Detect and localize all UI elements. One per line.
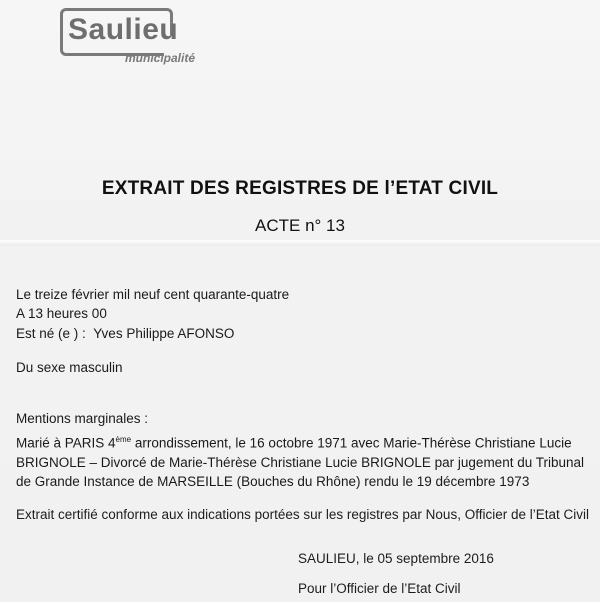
mention-superscript: ème bbox=[115, 435, 132, 444]
paper-fold bbox=[0, 240, 600, 246]
place-date-line: SAULIEU, le 05 septembre 2016 bbox=[298, 551, 494, 566]
acte-number: ACTE n° 13 bbox=[255, 216, 345, 235]
officer-line: Pour l’Officier de l’Etat Civil bbox=[298, 581, 461, 596]
mentions-label: Mentions marginales : bbox=[16, 411, 149, 426]
birth-hour-line: A 13 heures 00 bbox=[16, 306, 107, 321]
mentions-paragraph bbox=[16, 430, 591, 491]
mention-part1: Marié à PARIS 4 bbox=[16, 435, 116, 451]
document-title: EXTRAIT DES REGISTRES DE l’ETAT CIVIL bbox=[101, 178, 499, 199]
born-name: Yves Philippe AFONSO bbox=[93, 326, 235, 341]
sex-line: Du sexe masculin bbox=[16, 360, 123, 375]
born-label: Est né (e ) : bbox=[16, 326, 86, 341]
logo-subtitle: municipalité bbox=[125, 51, 196, 65]
certification-line: Extrait certifié conforme aux indications portées sur les registres par Nous, Officier de l’Etat Civil bbox=[16, 507, 589, 522]
logo-name: Saulieu bbox=[68, 13, 179, 46]
saulieu-logo bbox=[60, 8, 202, 66]
birth-date-line: Le treize février mil neuf cent quarante-quatre bbox=[16, 287, 290, 302]
mention-part2: arrondissement, le 16 octobre 1971 avec Marie-Thérèse Christiane Lucie BRIGNOLE – Divorcé de Marie-Thérèse Christiane Lucie BRIGNOLE par jugement du Tribunal de Grande Instance de MARSEILLE (Bouches du Rhône) rendu le 19 décembre 1973 bbox=[16, 435, 584, 489]
born-line bbox=[16, 326, 234, 341]
